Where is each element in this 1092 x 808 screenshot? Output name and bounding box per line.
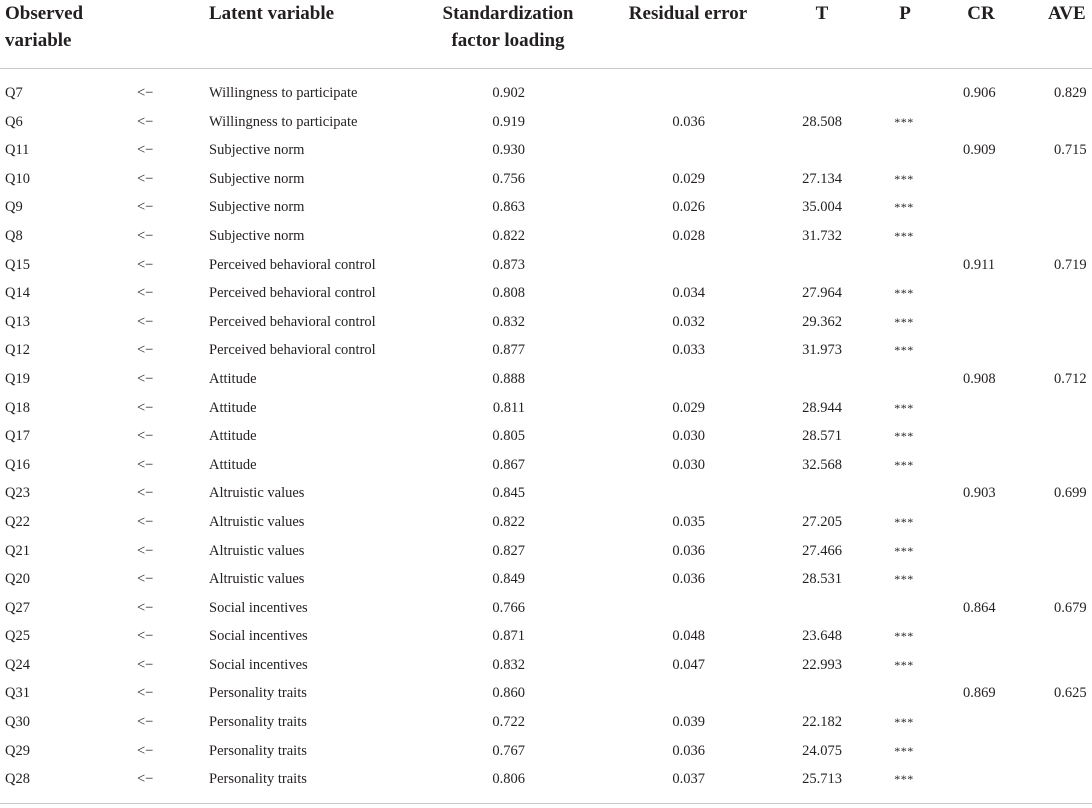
- cell-path-arrow: <−: [137, 742, 154, 759]
- cell-ave: 0.715: [1054, 142, 1087, 159]
- cell-observed-variable: Q31: [5, 685, 30, 702]
- cell-factor-loading: 0.849: [492, 571, 525, 588]
- cell-factor-loading: 0.930: [492, 142, 525, 159]
- cell-ave: 0.719: [1054, 256, 1087, 273]
- cell-factor-loading: 0.832: [492, 656, 525, 673]
- cell-p-value: ***: [894, 200, 914, 215]
- cell-p-value: ***: [894, 657, 914, 672]
- table-row: [0, 222, 1092, 251]
- cell-factor-loading: 0.877: [492, 342, 525, 359]
- cell-residual-error: 0.037: [672, 771, 705, 788]
- cell-latent-variable: Attitude: [209, 456, 257, 473]
- table-row: [0, 336, 1092, 365]
- header-cr: CR: [967, 3, 995, 24]
- cell-path-arrow: <−: [137, 656, 154, 673]
- cell-observed-variable: Q28: [5, 771, 30, 788]
- table-header: [0, 0, 1092, 69]
- cell-latent-variable: Attitude: [209, 399, 257, 416]
- cell-p-value: ***: [894, 572, 914, 587]
- cell-latent-variable: Social incentives: [209, 628, 308, 645]
- cell-residual-error: 0.034: [672, 285, 705, 302]
- cell-latent-variable: Personality traits: [209, 685, 307, 702]
- cell-t-value: 22.182: [802, 714, 842, 731]
- cell-latent-variable: Social incentives: [209, 656, 308, 673]
- cell-t-value: 27.134: [802, 170, 842, 187]
- cell-observed-variable: Q18: [5, 399, 30, 416]
- cell-latent-variable: Personality traits: [209, 742, 307, 759]
- cell-latent-variable: Subjective norm: [209, 199, 305, 216]
- header-observed-variable: Observed variable: [5, 3, 84, 51]
- cell-observed-variable: Q14: [5, 285, 30, 302]
- cell-observed-variable: Q15: [5, 256, 30, 273]
- table-row: [0, 451, 1092, 480]
- cell-cr: 0.903: [963, 485, 996, 502]
- cell-path-arrow: <−: [137, 285, 154, 302]
- cell-residual-error: 0.026: [672, 199, 705, 216]
- cell-latent-variable: Perceived behavioral control: [209, 285, 376, 302]
- cell-residual-error: 0.032: [672, 313, 705, 330]
- cell-path-arrow: <−: [137, 313, 154, 330]
- cell-latent-variable: Perceived behavioral control: [209, 342, 376, 359]
- cell-t-value: 27.964: [802, 285, 842, 302]
- cell-observed-variable: Q16: [5, 456, 30, 473]
- cell-latent-variable: Subjective norm: [209, 142, 305, 159]
- cell-residual-error: 0.029: [672, 170, 705, 187]
- cell-latent-variable: Willingness to participate: [209, 85, 358, 101]
- cell-t-value: 27.205: [802, 513, 842, 530]
- cell-latent-variable: Perceived behavioral control: [209, 256, 376, 273]
- cell-ave: 0.625: [1054, 685, 1087, 702]
- table-row: [0, 765, 1092, 794]
- cell-p-value: ***: [894, 400, 914, 415]
- cell-cr: 0.869: [963, 685, 996, 702]
- cell-observed-variable: Q21: [5, 542, 30, 559]
- cell-path-arrow: <−: [137, 571, 154, 588]
- cell-residual-error: 0.028: [672, 227, 705, 244]
- cell-factor-loading: 0.722: [492, 714, 525, 731]
- cell-p-value: ***: [894, 743, 914, 758]
- cell-observed-variable: Q17: [5, 428, 30, 445]
- table-row: [0, 136, 1092, 165]
- table-row: [0, 365, 1092, 394]
- table-row: [0, 79, 1092, 108]
- cell-residual-error: 0.039: [672, 714, 705, 731]
- table-row: [0, 251, 1092, 280]
- cell-p-value: ***: [894, 429, 914, 444]
- cell-residual-error: 0.036: [672, 571, 705, 588]
- cell-t-value: 27.466: [802, 542, 842, 559]
- table-row: [0, 394, 1092, 423]
- cell-ave: 0.712: [1054, 370, 1087, 387]
- table-row: [0, 165, 1092, 194]
- cell-latent-variable: Altruistic values: [209, 485, 305, 502]
- cell-path-arrow: <−: [137, 542, 154, 559]
- cell-p-value: ***: [894, 228, 914, 243]
- cell-factor-loading: 0.808: [492, 285, 525, 302]
- table-row: [0, 679, 1092, 708]
- cell-observed-variable: Q24: [5, 656, 30, 673]
- cell-path-arrow: <−: [137, 85, 154, 101]
- cell-p-value: ***: [894, 629, 914, 644]
- cell-observed-variable: Q20: [5, 571, 30, 588]
- cell-factor-loading: 0.805: [492, 428, 525, 445]
- table-row: [0, 622, 1092, 651]
- cell-observed-variable: Q11: [5, 142, 30, 159]
- cell-t-value: 23.648: [802, 628, 842, 645]
- cell-path-arrow: <−: [137, 513, 154, 530]
- cell-t-value: 25.713: [802, 771, 842, 788]
- cell-factor-loading: 0.867: [492, 456, 525, 473]
- cell-factor-loading: 0.767: [492, 742, 525, 759]
- cell-residual-error: 0.033: [672, 342, 705, 359]
- cell-cr: 0.911: [963, 256, 996, 273]
- table-row: [0, 594, 1092, 623]
- cell-observed-variable: Q13: [5, 313, 30, 330]
- table-row: [0, 708, 1092, 737]
- cell-observed-variable: Q27: [5, 599, 30, 616]
- cell-path-arrow: <−: [137, 628, 154, 645]
- cell-observed-variable: Q8: [5, 227, 23, 244]
- cell-path-arrow: <−: [137, 256, 154, 273]
- cell-latent-variable: Subjective norm: [209, 170, 305, 187]
- cell-t-value: 32.568: [802, 456, 842, 473]
- cell-observed-variable: Q12: [5, 342, 30, 359]
- cell-residual-error: 0.029: [672, 399, 705, 416]
- cell-latent-variable: Attitude: [209, 428, 257, 445]
- cell-latent-variable: Altruistic values: [209, 571, 305, 588]
- cell-residual-error: 0.036: [672, 113, 705, 130]
- table-row: [0, 108, 1092, 137]
- cell-latent-variable: Perceived behavioral control: [209, 313, 376, 330]
- cell-observed-variable: Q23: [5, 485, 30, 502]
- table-row: [0, 537, 1092, 566]
- cell-factor-loading: 0.860: [492, 685, 525, 702]
- header-factor-loading: Standardization factor loading: [442, 3, 574, 51]
- cell-p-value: ***: [894, 772, 914, 787]
- table-row: [0, 422, 1092, 451]
- cell-residual-error: 0.047: [672, 656, 705, 673]
- cell-observed-variable: Q10: [5, 170, 30, 187]
- cell-factor-loading: 0.873: [492, 256, 525, 273]
- table-row: [0, 193, 1092, 222]
- cell-t-value: 28.571: [802, 428, 842, 445]
- cell-t-value: 28.508: [802, 113, 842, 130]
- table-row: [0, 565, 1092, 594]
- cell-residual-error: 0.048: [672, 628, 705, 645]
- cell-observed-variable: Q6: [5, 113, 23, 130]
- table-row: [0, 508, 1092, 537]
- cell-path-arrow: <−: [137, 428, 154, 445]
- cell-observed-variable: Q29: [5, 742, 30, 759]
- cell-t-value: 22.993: [802, 656, 842, 673]
- cell-cr: 0.864: [963, 599, 996, 616]
- table-row: [0, 651, 1092, 680]
- cell-path-arrow: <−: [137, 342, 154, 359]
- cell-path-arrow: <−: [137, 599, 154, 616]
- cell-p-value: ***: [894, 543, 914, 558]
- cell-t-value: 28.531: [802, 571, 842, 588]
- table-row: [0, 479, 1092, 508]
- cell-cr: 0.909: [963, 142, 996, 159]
- cell-p-value: ***: [894, 343, 914, 358]
- cell-t-value: 31.732: [802, 227, 842, 244]
- cell-path-arrow: <−: [137, 456, 154, 473]
- cell-path-arrow: <−: [137, 370, 154, 387]
- cell-t-value: 29.362: [802, 313, 842, 330]
- cell-observed-variable: Q30: [5, 714, 30, 731]
- cell-path-arrow: <−: [137, 113, 154, 130]
- cell-factor-loading: 0.863: [492, 199, 525, 216]
- cell-latent-variable: Altruistic values: [209, 542, 305, 559]
- cell-p-value: ***: [894, 286, 914, 301]
- cell-latent-variable: Personality traits: [209, 771, 307, 788]
- cell-path-arrow: <−: [137, 142, 154, 159]
- cell-factor-loading: 0.822: [492, 227, 525, 244]
- header-latent-variable: Latent variable: [209, 3, 335, 24]
- cell-latent-variable: Attitude: [209, 370, 257, 387]
- cell-latent-variable: Willingness to participate: [209, 113, 358, 130]
- cell-residual-error: 0.030: [672, 456, 705, 473]
- cell-cr: 0.906: [963, 85, 996, 101]
- cell-p-value: ***: [894, 457, 914, 472]
- cell-latent-variable: Personality traits: [209, 714, 307, 731]
- table-row: [0, 737, 1092, 766]
- cell-t-value: 35.004: [802, 199, 842, 216]
- table-row: [0, 279, 1092, 308]
- cell-ave: 0.699: [1054, 485, 1087, 502]
- cell-path-arrow: <−: [137, 399, 154, 416]
- table-bottom-rule: [0, 803, 1092, 804]
- cell-factor-loading: 0.888: [492, 370, 525, 387]
- cell-cr: 0.908: [963, 370, 996, 387]
- cell-residual-error: 0.036: [672, 742, 705, 759]
- cell-observed-variable: Q7: [5, 85, 23, 101]
- cell-residual-error: 0.030: [672, 428, 705, 445]
- cell-factor-loading: 0.845: [492, 485, 525, 502]
- cell-path-arrow: <−: [137, 227, 154, 244]
- cell-latent-variable: Altruistic values: [209, 513, 305, 530]
- cell-factor-loading: 0.832: [492, 313, 525, 330]
- cell-factor-loading: 0.871: [492, 628, 525, 645]
- cell-factor-loading: 0.822: [492, 513, 525, 530]
- header-ave: AVE: [1048, 3, 1086, 24]
- cell-p-value: ***: [894, 171, 914, 186]
- table-body: [0, 69, 1092, 794]
- header-residual-error: Residual error: [628, 3, 748, 24]
- cell-factor-loading: 0.902: [492, 85, 525, 101]
- cell-observed-variable: Q19: [5, 370, 30, 387]
- cell-t-value: 24.075: [802, 742, 842, 759]
- cell-latent-variable: Subjective norm: [209, 227, 305, 244]
- cell-path-arrow: <−: [137, 714, 154, 731]
- cell-factor-loading: 0.766: [492, 599, 525, 616]
- cell-t-value: 31.973: [802, 342, 842, 359]
- cell-path-arrow: <−: [137, 485, 154, 502]
- cell-path-arrow: <−: [137, 771, 154, 788]
- cell-factor-loading: 0.919: [492, 113, 525, 130]
- cell-observed-variable: Q9: [5, 199, 23, 216]
- cell-factor-loading: 0.827: [492, 542, 525, 559]
- cell-p-value: ***: [894, 514, 914, 529]
- cell-ave: 0.679: [1054, 599, 1087, 616]
- cell-path-arrow: <−: [137, 199, 154, 216]
- cell-latent-variable: Social incentives: [209, 599, 308, 616]
- cell-factor-loading: 0.756: [492, 170, 525, 187]
- cell-t-value: 28.944: [802, 399, 842, 416]
- header-p: P: [899, 3, 911, 24]
- cell-path-arrow: <−: [137, 170, 154, 187]
- cell-residual-error: 0.035: [672, 513, 705, 530]
- cell-residual-error: 0.036: [672, 542, 705, 559]
- cell-p-value: ***: [894, 114, 914, 129]
- cell-p-value: ***: [894, 715, 914, 730]
- cell-factor-loading: 0.806: [492, 771, 525, 788]
- header-t: T: [815, 3, 829, 24]
- cell-p-value: ***: [894, 314, 914, 329]
- cell-ave: 0.829: [1054, 85, 1087, 101]
- cell-factor-loading: 0.811: [492, 399, 525, 416]
- cell-observed-variable: Q22: [5, 513, 30, 530]
- cell-observed-variable: Q25: [5, 628, 30, 645]
- table-row: [0, 308, 1092, 337]
- cell-path-arrow: <−: [137, 685, 154, 702]
